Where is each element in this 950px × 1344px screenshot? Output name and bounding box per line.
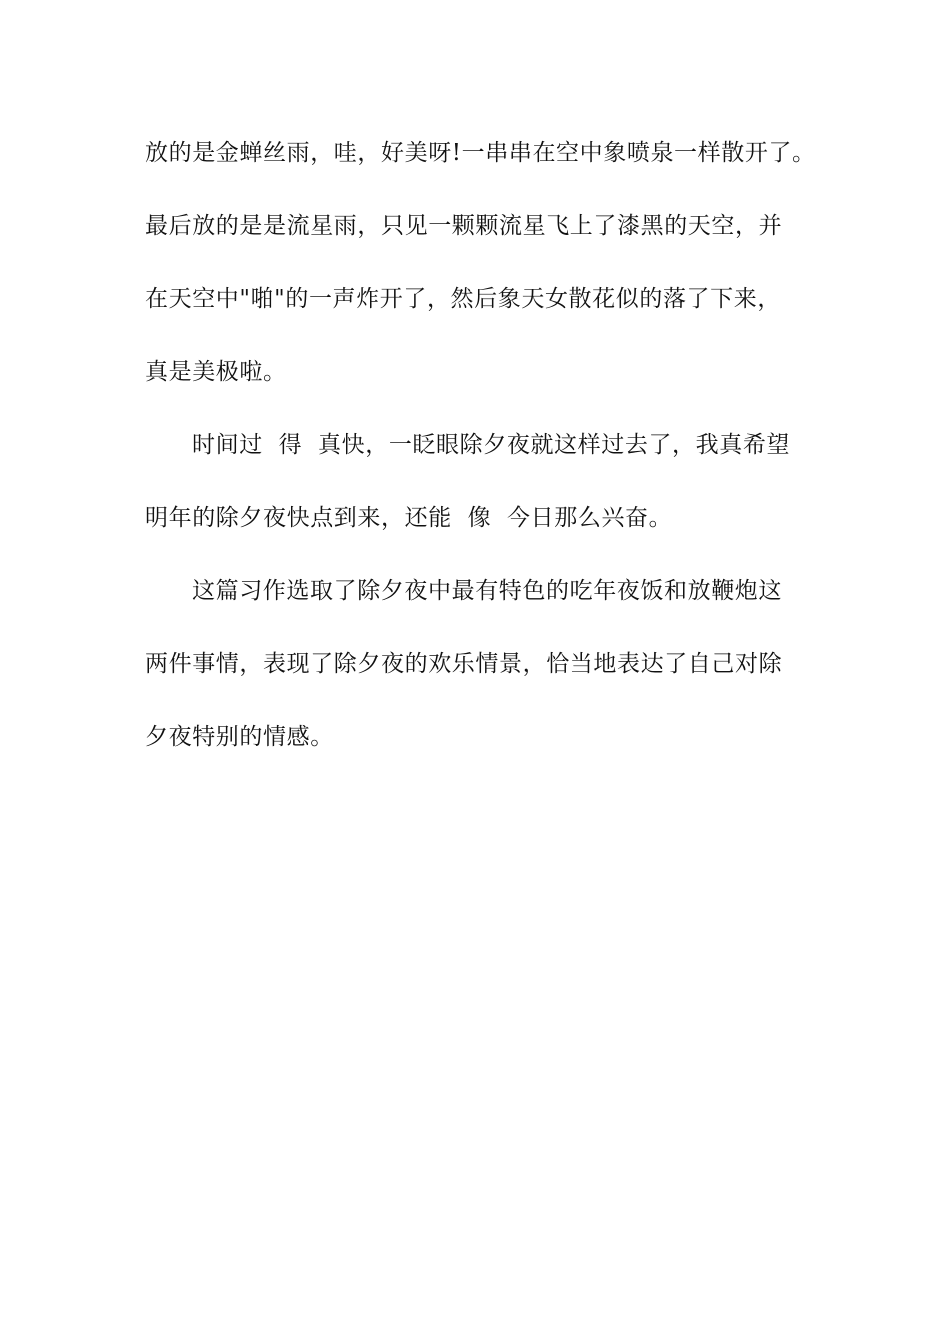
text-line: 放的是金蝉丝雨，哇，好美呀!一串串在空中象喷泉一样散开了。 [145, 140, 816, 166]
text-line: 两件事情，表现了除夕夜的欢乐情景，恰当地表达了自己对除 [145, 651, 783, 677]
paragraph-first-line: 时间过 得 真快，一眨眼除夕夜就这样过去了，我真希望 [192, 432, 791, 458]
text-line: 真是美极啦。 [145, 359, 287, 385]
paragraph-first-line: 这篇习作选取了除夕夜中最有特色的吃年夜饭和放鞭炮这 [192, 578, 782, 604]
text-line: 明年的除夕夜快点到来，还能 像 今日那么兴奋。 [145, 505, 673, 531]
text-line: 在天空中"啪"的一声炸开了，然后象天女散花似的落了下来， [145, 286, 781, 312]
text-line: 夕夜特别的情感。 [145, 724, 334, 750]
text-line: 最后放的是是流星雨，只见一颗颗流星飞上了漆黑的天空，并 [145, 213, 783, 239]
body-text [145, 130, 825, 787]
